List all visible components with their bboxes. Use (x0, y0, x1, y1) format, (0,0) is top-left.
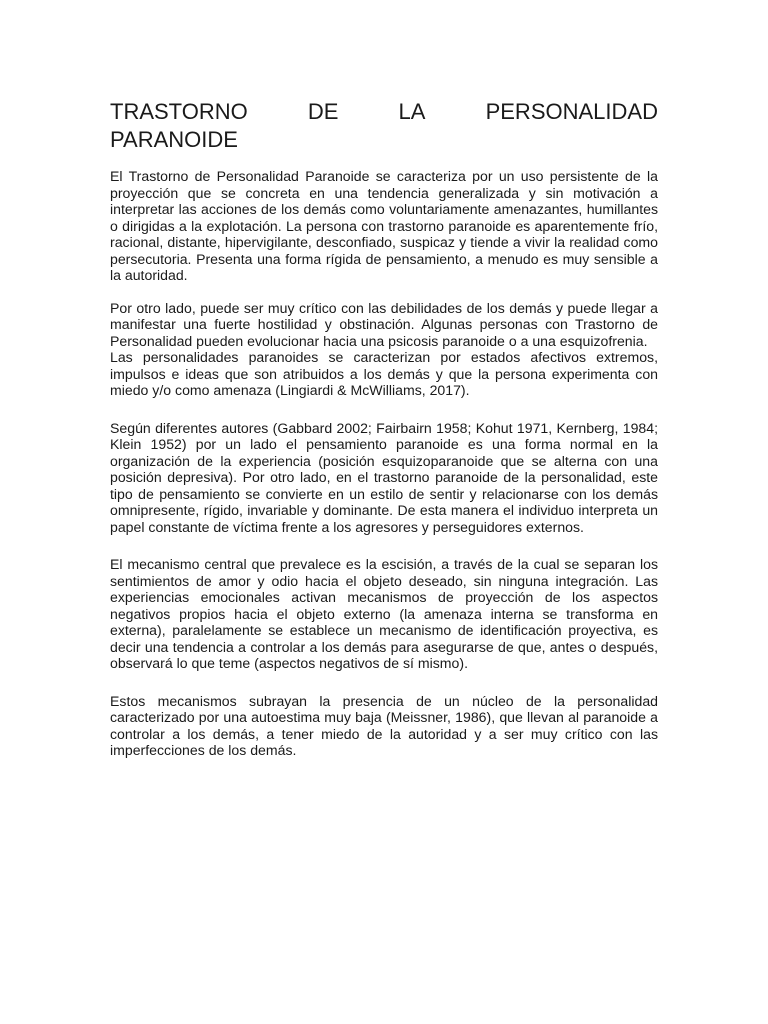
paragraph-self-esteem: Estos mecanismos subrayan la presencia de un núcleo de la personalidad caracterizado por una autoestima muy baja (Meissner, 1986), que llevan al paranoide a controlar a los demás, a tener miedo de la autoridad y a ser muy crítico con las imperfecciones de los demás. (110, 692, 658, 758)
title-line-2: PARANOIDE (110, 127, 238, 152)
title-word: LA (398, 99, 426, 124)
page-title (110, 98, 658, 154)
document-page (110, 98, 658, 759)
paragraph-affective-states: Las personalidades paranoides se caracterizan por estados afectivos extremos, impulsos e ideas que son atribuidos a los demás y que la persona experimenta con miedo y/o como amenaza (Lingiardi & McWilliams, 2017). (110, 349, 658, 398)
paragraph-authors: Según diferentes autores (Gabbard 2002; Fairbairn 1958; Kohut 1971, Kernberg, 1984; Klein 1952) por un lado el pensamiento paranoide es una forma normal en la organización de la experiencia (posición esquizoparanoide que se alterna con una posición depresiva). Por otro lado, en el trastorno paranoide de la personalidad, este tipo de pensamiento se convierte en un estilo de sentir y relacionarse con los demás omnipresente, rígido, invariable y dominante. De esta manera el individuo interpreta un papel constante de víctima frente a los agresores y perseguidores externos. (110, 419, 658, 535)
paragraph-critical: Por otro lado, puede ser muy crítico con las debilidades de los demás y puede llegar a manifestar una fuerte hostilidad y obstinación. Algunas personas con Trastorno de Personalidad pueden evolucionar hacia una psicosis paranoide o a una esquizofrenia. (110, 299, 658, 349)
title-line-1 (110, 98, 658, 126)
title-word: DE (307, 99, 339, 124)
paragraph-mechanism: El mecanismo central que prevalece es la escisión, a través de la cual se separan los sentimientos de amor y odio hacia el objeto deseado, sin ninguna integración. Las experiencias emocionales activan mecanismos de proyección de los aspectos negativos propios hacia el objeto externo (la amenaza interna se transforma en externa), paralelamente se establece un mecanismo de identificación proyectiva, es decir una tendencia a controlar a los demás para asegurarse de que, antes o después, observará lo que teme (aspectos negativos de sí mismo). (110, 556, 658, 671)
paragraph-intro: El Trastorno de Personalidad Paranoide se caracteriza por un uso persistente de la proyección que se concreta en una tendencia generalizada y sin motivación a interpretar las acciones de los demás como voluntariamente amenazantes, humillantes o dirigidas a la explotación. La persona con trastorno paranoide es aparentemente frío, racional, distante, hipervigilante, desconfiado, suspicaz y tiende a vivir la realidad como persecutoria. Presenta una forma rígida de pensamiento, a menudo es muy sensible a la autoridad. (110, 168, 658, 283)
title-word: PERSONALIDAD (485, 99, 658, 124)
title-word: TRASTORNO (110, 99, 248, 124)
